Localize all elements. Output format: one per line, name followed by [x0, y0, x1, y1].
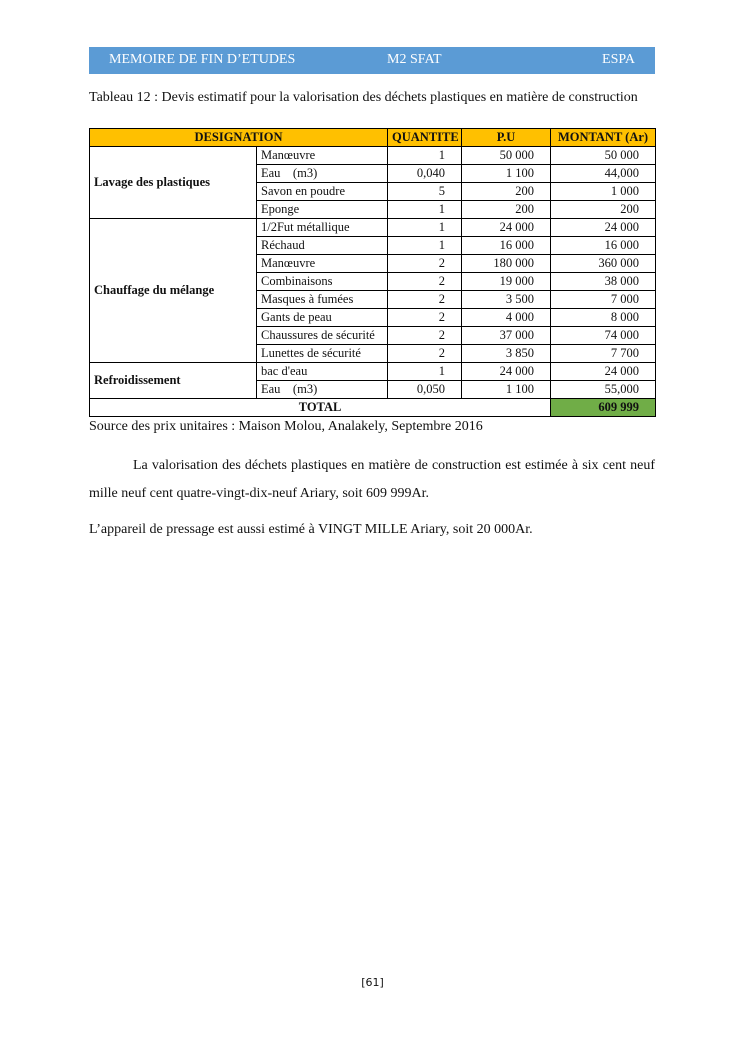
amount-cell: 1 000: [551, 183, 656, 201]
quantity-cell: 2: [388, 327, 462, 345]
total-value: 609 999: [551, 399, 656, 417]
estimate-table: [89, 128, 656, 417]
unit-price-cell: 19 000: [462, 273, 551, 291]
unit-price-cell: 200: [462, 201, 551, 219]
header-left-text: MEMOIRE DE FIN D’ETUDES: [109, 52, 296, 67]
item-cell: Eponge: [257, 201, 388, 219]
unit-price-cell: 16 000: [462, 237, 551, 255]
amount-cell: 8 000: [551, 309, 656, 327]
unit-price-cell: 3 850: [462, 345, 551, 363]
body-paragraph-valuation: La valorisation des déchets plastiques en matière de construction est estimée à six cent neuf mille neuf cent quatre-vingt-dix-neuf Ariary, soit 609 999Ar.: [89, 458, 655, 501]
item-cell: Eau (m3): [257, 165, 388, 183]
quantity-cell: 2: [388, 255, 462, 273]
amount-header: MONTANT (Ar): [551, 129, 656, 147]
quantity-cell: 2: [388, 345, 462, 363]
group-label: Lavage des plastiques: [90, 147, 257, 219]
unit-price-cell: 180 000: [462, 255, 551, 273]
amount-cell: 200: [551, 201, 656, 219]
item-cell: Savon en poudre: [257, 183, 388, 201]
header-center-text: M2 SFAT: [387, 52, 442, 67]
running-header: [89, 47, 655, 74]
group-label: Refroidissement: [90, 363, 257, 399]
amount-cell: 7 700: [551, 345, 656, 363]
unit-price-cell: 1 100: [462, 381, 551, 399]
group-label: Chauffage du mélange: [90, 219, 257, 363]
unit-price-cell: 3 500: [462, 291, 551, 309]
table-row: [90, 147, 656, 165]
item-cell: bac d'eau: [257, 363, 388, 381]
quantity-cell: 0,040: [388, 165, 462, 183]
quantity-header: QUANTITE: [388, 129, 462, 147]
total-label: TOTAL: [90, 399, 551, 417]
item-cell: Masques à fumées: [257, 291, 388, 309]
item-cell: Combinaisons: [257, 273, 388, 291]
designation-header: DESIGNATION: [90, 129, 388, 147]
amount-cell: 24 000: [551, 219, 656, 237]
amount-cell: 55,000: [551, 381, 656, 399]
item-cell: 1/2Fut métallique: [257, 219, 388, 237]
quantity-cell: 2: [388, 291, 462, 309]
table-caption: Tableau 12 : Devis estimatif pour la valorisation des déchets plastiques en matière de construction: [89, 90, 638, 105]
item-cell: Manœuvre: [257, 147, 388, 165]
unit-price-cell: 4 000: [462, 309, 551, 327]
item-cell: Lunettes de sécurité: [257, 345, 388, 363]
unit-price-cell: 50 000: [462, 147, 551, 165]
item-cell: Manœuvre: [257, 255, 388, 273]
body-paragraph-press: L’appareil de pressage est aussi estimé à VINGT MILLE Ariary, soit 20 000Ar.: [89, 522, 533, 537]
amount-cell: 50 000: [551, 147, 656, 165]
unit-price-cell: 37 000: [462, 327, 551, 345]
table-header-row: [90, 129, 656, 147]
item-cell: Gants de peau: [257, 309, 388, 327]
amount-cell: 7 000: [551, 291, 656, 309]
item-cell: Eau (m3): [257, 381, 388, 399]
amount-cell: 44,000: [551, 165, 656, 183]
unit-price-cell: 24 000: [462, 219, 551, 237]
quantity-cell: 1: [388, 219, 462, 237]
quantity-cell: 1: [388, 201, 462, 219]
amount-cell: 74 000: [551, 327, 656, 345]
quantity-cell: 5: [388, 183, 462, 201]
header-right-text: ESPA: [602, 52, 635, 67]
total-row: [90, 399, 656, 417]
page-number: [61]: [361, 976, 384, 989]
unit-price-cell: 1 100: [462, 165, 551, 183]
amount-cell: 360 000: [551, 255, 656, 273]
amount-cell: 38 000: [551, 273, 656, 291]
table-row: [90, 363, 656, 381]
table-row: [90, 219, 656, 237]
amount-cell: 16 000: [551, 237, 656, 255]
item-cell: Chaussures de sécurité: [257, 327, 388, 345]
quantity-cell: 2: [388, 273, 462, 291]
quantity-cell: 1: [388, 363, 462, 381]
quantity-cell: 1: [388, 147, 462, 165]
price-source-note: Source des prix unitaires : Maison Molou, Analakely, Septembre 2016: [89, 419, 483, 434]
unit-price-header: P.U: [462, 129, 551, 147]
quantity-cell: 1: [388, 237, 462, 255]
unit-price-cell: 200: [462, 183, 551, 201]
unit-price-cell: 24 000: [462, 363, 551, 381]
quantity-cell: 0,050: [388, 381, 462, 399]
quantity-cell: 2: [388, 309, 462, 327]
amount-cell: 24 000: [551, 363, 656, 381]
item-cell: Réchaud: [257, 237, 388, 255]
